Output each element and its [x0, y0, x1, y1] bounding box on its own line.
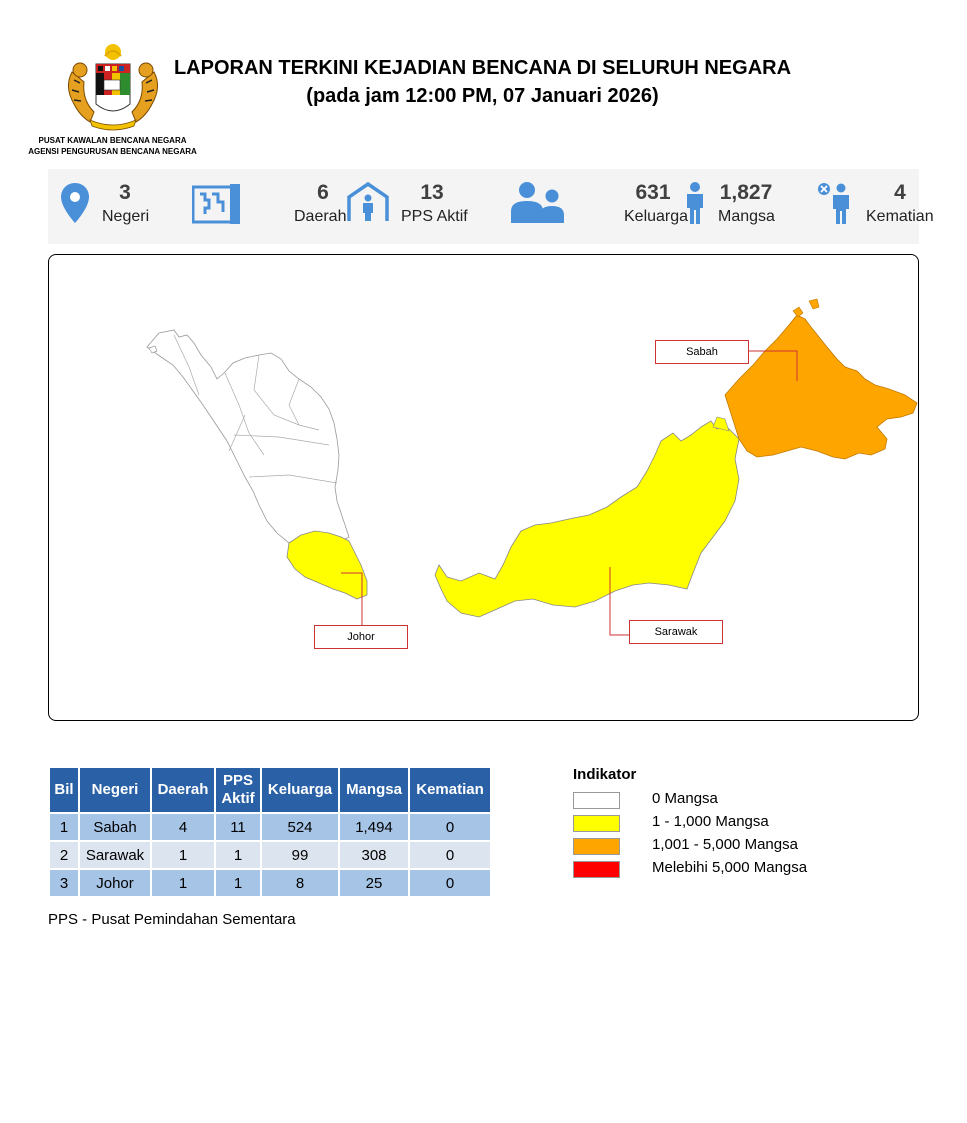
report-title: LAPORAN TERKINI KEJADIAN BENCANA DI SELURUH NEGARA [173, 57, 792, 79]
map-region-sabah [725, 315, 917, 459]
legend-swatch [573, 792, 620, 809]
col-header-bil: Bil [50, 768, 78, 812]
legend-item [573, 789, 718, 812]
cell-keluarga: 99 [262, 842, 338, 868]
cell-kematian: 0 [410, 870, 490, 896]
peninsular-malaysia [147, 330, 349, 543]
stat-label: Kematian [866, 208, 934, 225]
col-header-kematian: Kematian [410, 768, 490, 812]
cell-bil: 1 [50, 814, 78, 840]
summary-stats-bar [48, 169, 934, 244]
stat-label: Mangsa [718, 208, 775, 225]
col-header-negeri: Negeri [80, 768, 150, 812]
cell-daerah: 1 [152, 842, 214, 868]
cell-negeri: Sabah [80, 814, 150, 840]
stat-pps-aktif [344, 169, 504, 244]
legend-swatch [573, 838, 620, 855]
stat-kematian [816, 169, 934, 244]
col-header-pps-aktif: PPS Aktif [216, 768, 260, 812]
stat-value: 631 [635, 181, 671, 204]
family-icon [510, 181, 566, 223]
legend-label: Melebihi 5,000 Mangsa [652, 859, 808, 876]
table-header-row [50, 768, 490, 812]
map-label-johor: Johor [314, 625, 408, 649]
cell-daerah: 1 [152, 870, 214, 896]
legend-label: 0 Mangsa [652, 790, 718, 807]
cell-bil: 3 [50, 870, 78, 896]
cell-daerah: 4 [152, 814, 214, 840]
cell-keluarga: 524 [262, 814, 338, 840]
stat-label: Keluarga [624, 208, 689, 225]
agency-name [20, 135, 205, 157]
table-footnote: PPS - Pusat Pemindahan Sementara [48, 911, 296, 928]
legend-item [573, 812, 769, 835]
stat-value: 4 [894, 181, 906, 204]
person-icon [684, 182, 706, 224]
map-pin-icon [60, 182, 90, 224]
report-header [150, 54, 815, 110]
legend-swatch [573, 861, 620, 878]
cell-bil: 2 [50, 842, 78, 868]
table-row [50, 842, 490, 868]
cell-mangsa: 25 [340, 870, 408, 896]
cell-kematian: 0 [410, 814, 490, 840]
stat-value: 13 [420, 181, 444, 204]
cell-pps-aktif: 1 [216, 870, 260, 896]
shelter-icon [346, 181, 390, 223]
col-header-keluarga: Keluarga [262, 768, 338, 812]
legend-title: Indikator [573, 766, 637, 783]
legend-item [573, 835, 798, 858]
stat-keluarga [508, 169, 689, 244]
stat-value: 6 [317, 181, 329, 204]
cell-pps-aktif: 1 [216, 842, 260, 868]
cell-mangsa: 1,494 [340, 814, 408, 840]
report-subtitle: (pada jam 12:00 PM, 07 Januari 2026) [306, 85, 659, 107]
stat-label: Daerah [294, 208, 347, 225]
legend-label: 1,001 - 5,000 Mangsa [652, 836, 798, 853]
map-region-johor [287, 531, 367, 599]
cell-kematian: 0 [410, 842, 490, 868]
legend-item [573, 858, 808, 881]
cell-keluarga: 8 [262, 870, 338, 896]
stat-label: Negeri [102, 208, 150, 225]
agency-line-1: PUSAT KAWALAN BENCANA NEGARA [38, 136, 187, 145]
map-label-sarawak: Sarawak [629, 620, 723, 644]
district-map-icon [192, 184, 242, 224]
cell-negeri: Johor [80, 870, 150, 896]
table-row [50, 870, 490, 896]
state-summary-table [48, 766, 492, 898]
legend-label: 1 - 1,000 Mangsa [652, 813, 769, 830]
col-header-mangsa: Mangsa [340, 768, 408, 812]
cell-pps-aktif: 11 [216, 814, 260, 840]
col-header-daerah: Daerah [152, 768, 214, 812]
malaysia-map [49, 255, 918, 720]
death-icon [816, 182, 854, 224]
stat-daerah [190, 169, 347, 244]
stat-value: 1,827 [719, 181, 773, 204]
map-region-sarawak [435, 421, 739, 617]
map-legend [573, 766, 808, 881]
legend-swatch [573, 815, 620, 832]
table-row [50, 814, 490, 840]
disaster-map [48, 254, 919, 721]
stat-label: PPS Aktif [401, 208, 468, 225]
stat-value: 3 [119, 181, 131, 204]
map-label-sabah: Sabah [655, 340, 749, 364]
stat-negeri [48, 169, 188, 244]
cell-mangsa: 308 [340, 842, 408, 868]
cell-negeri: Sarawak [80, 842, 150, 868]
stat-mangsa [680, 169, 810, 244]
agency-line-2: AGENSI PENGURUSAN BENCANA NEGARA [28, 147, 197, 156]
